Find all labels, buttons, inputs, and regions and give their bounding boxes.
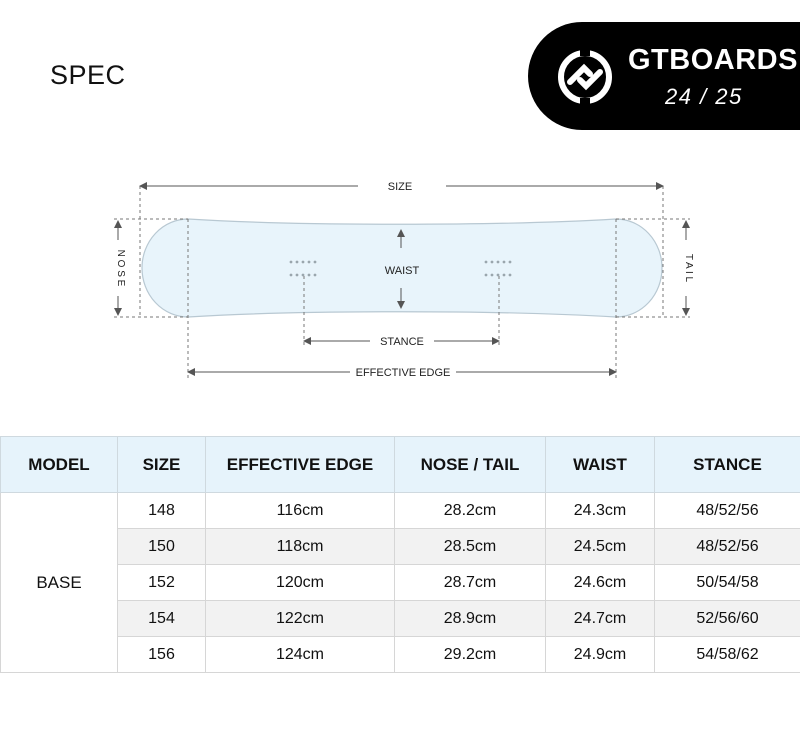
effective-edge-cell: 122cm <box>206 601 395 637</box>
size-cell: 156 <box>118 637 206 673</box>
header-waist: WAIST <box>546 437 655 493</box>
table-header-row <box>1 437 800 493</box>
table-row <box>1 637 800 673</box>
header-model: MODEL <box>1 437 118 493</box>
effective-edge-cell: 116cm <box>206 493 395 529</box>
effective-edge-label: EFFECTIVE EDGE <box>355 367 451 379</box>
header-nose-tail: NOSE / TAIL <box>395 437 546 493</box>
header-size: SIZE <box>118 437 206 493</box>
waist-cell: 24.3cm <box>546 493 655 529</box>
waist-cell: 24.7cm <box>546 601 655 637</box>
stance-cell: 54/58/62 <box>655 637 800 673</box>
size-label: SIZE <box>387 181 413 193</box>
nose-tail-cell: 28.7cm <box>395 565 546 601</box>
waist-cell: 24.6cm <box>546 565 655 601</box>
table-row <box>1 493 800 529</box>
table-row <box>1 601 800 637</box>
spec-table <box>0 436 800 673</box>
model-cell: BASE <box>1 493 118 673</box>
effective-edge-cell: 118cm <box>206 529 395 565</box>
stance-cell: 52/56/60 <box>655 601 800 637</box>
spec-title: SPEC <box>50 60 126 90</box>
size-cell: 154 <box>118 601 206 637</box>
nose-tail-cell: 28.9cm <box>395 601 546 637</box>
brand-season: 24 / 25 <box>665 84 743 109</box>
stance-cell: 48/52/56 <box>655 529 800 565</box>
waist-label: WAIST <box>384 265 420 277</box>
nose-tail-cell: 29.2cm <box>395 637 546 673</box>
header-stance: STANCE <box>655 437 800 493</box>
tail-label: T A I L <box>683 253 694 283</box>
effective-edge-cell: 120cm <box>206 565 395 601</box>
waist-cell: 24.5cm <box>546 529 655 565</box>
size-cell: 150 <box>118 529 206 565</box>
stance-cell: 48/52/56 <box>655 493 800 529</box>
nose-tail-cell: 28.5cm <box>395 529 546 565</box>
nose-tail-cell: 28.2cm <box>395 493 546 529</box>
size-cell: 152 <box>118 565 206 601</box>
stance-cell: 50/54/58 <box>655 565 800 601</box>
header-effective-edge: EFFECTIVE EDGE <box>206 437 395 493</box>
table-row <box>1 529 800 565</box>
brand-name: GTBOARDS <box>628 44 798 76</box>
stance-label: STANCE <box>380 336 424 348</box>
size-cell: 148 <box>118 493 206 529</box>
waist-cell: 24.9cm <box>546 637 655 673</box>
nose-label: N O S E <box>115 249 126 287</box>
table-row <box>1 565 800 601</box>
effective-edge-cell: 124cm <box>206 637 395 673</box>
